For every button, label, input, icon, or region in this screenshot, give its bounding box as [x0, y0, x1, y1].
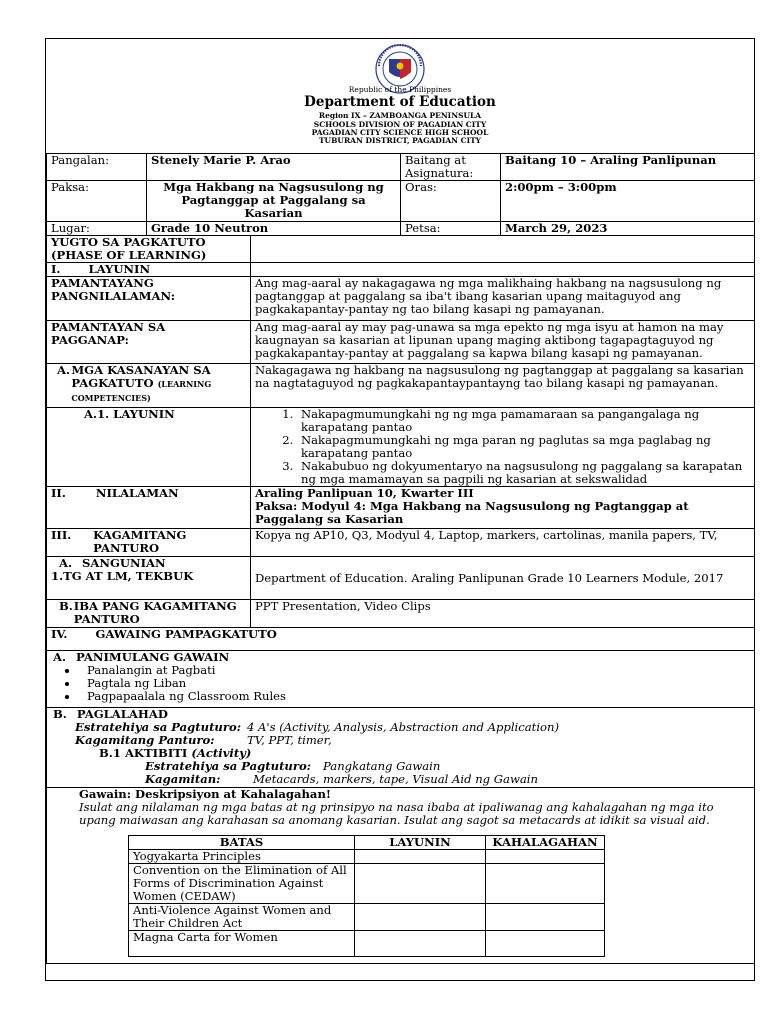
layunin-cell	[355, 864, 486, 904]
paksa-value: Mga Hakbang na Nagsusulong ng Pagtanggap at Paggalang sa Kasarian	[147, 181, 401, 222]
kasanayan-sublabel: (LEARNING COMPETENCIES)	[71, 379, 212, 403]
kagamitan-text: Kopya ng AP10, Q3, Modyul 4, Laptop, markers, cartolinas, manila papers, TV,	[251, 529, 755, 557]
paglalahad-letter: B.	[53, 707, 67, 721]
nilalaman-line2: Paksa: Modyul 4: Mga Hakbang na Nagsusulong ng Pagtanggap at Paggalang sa Kasarian	[255, 499, 689, 526]
department-title: Department of Education	[304, 94, 496, 110]
nilalaman-line1: Araling Panlipuan 10, Kwarter III	[255, 486, 474, 500]
kahalagahan-cell	[486, 931, 605, 957]
table-row	[129, 904, 605, 931]
paglalahad-kagamitan-value: TV, PPT, timer,	[247, 733, 332, 747]
baitang-value: Baitang 10 – Araling Panlipunan	[501, 154, 755, 181]
division-text: SCHOOLS DIVISION OF PAGADIAN CITY	[313, 120, 487, 129]
region-text: Region IX – ZAMBOANGA PENINSULA	[318, 111, 482, 120]
a1-item-2: 2. Nakapagmumungkahi ng mga paran ng paglutas sa mga paglabag ng karapatang pantao	[297, 434, 750, 460]
pamantayan-pagganap-text: Ang mag-aaral ay may pag-unawa sa mga epekto ng mga isyu at hamon na may kaugnayan sa kasarian at lipunan upang maging aktibong tagapagtaguyod ng pagkakapantay-pantay at paggalang sa kapwa bilang kasapi ng pamayanan.	[251, 321, 755, 364]
pamantayang-pangnilalaman-label: PAMANTAYANG PANGNILALAMAN:	[47, 277, 251, 321]
paksa-label: Paksa:	[47, 181, 147, 222]
batas-cell: Convention on the Elimination of All Forms of Discrimination Against Women (CEDAW)	[129, 864, 355, 904]
a1-layunin-list	[251, 408, 755, 487]
kahalagahan-cell	[486, 904, 605, 931]
paglalahad-estratehiya-value: 4 A's (Activity, Analysis, Abstraction and Application)	[247, 720, 560, 734]
oras-value: 2:00pm – 3:00pm	[501, 181, 755, 222]
a1-label: A.1. LAYUNIN	[47, 408, 251, 487]
document-header	[46, 39, 754, 154]
paglalahad-label: PAGLALAHAD	[76, 707, 168, 721]
layunin-num: I.	[51, 262, 61, 276]
batas-header: BATAS	[129, 836, 355, 850]
layunin-cell	[355, 904, 486, 931]
sangunian-label: SANGUNIAN	[82, 556, 166, 570]
district-text: TUBURAN DISTRICT, PAGADIAN CITY	[318, 136, 482, 145]
panimulang-item-1: • Panalangin at Pagbati	[79, 664, 750, 677]
batas-cell: Anti-Violence Against Women and Their Children Act	[129, 904, 355, 931]
yugto-label: YUGTO SA PAGKATUTO (PHASE OF LEARNING)	[47, 236, 251, 263]
gawain-desc-text: Isulat ang nilalaman ng mga batas at ng prinsipyo na nasa ibaba at ipaliwanag ang kahalagahan ng mga ito upang maiwasan ang karahasan sa anomang kasarian. Isulat ang sagot sa metacards at idikit sa visual aid.	[79, 800, 714, 827]
paglalahad-section	[47, 708, 755, 964]
petsa-value: March 29, 2023	[501, 222, 755, 236]
sangunian-heading	[47, 557, 251, 600]
kagamitan-num: III.	[51, 528, 72, 542]
layunin-header: LAYUNIN	[355, 836, 486, 850]
nilalaman-heading	[47, 487, 251, 529]
a1-item-1: 1. Nakapagmumungkahi ng ng mga pamamaraan sa pangangalaga ng karapatang pantao	[297, 408, 750, 434]
b1-kagamitan-value: Metacards, markers, tape, Visual Aid ng Gawain	[253, 772, 538, 786]
sangunian-text: Department of Education. Araling Panlipunan Grade 10 Learners Module, 2017	[251, 557, 755, 600]
b1-estratehiya-value: Pangkatang Gawain	[323, 759, 441, 773]
a1-item-3: 3. Nakabubuo ng dokyumentaryo na nagsusulong ng paggalang sa karapatan ng mga mamamayan sa pagpili ng kasarian at sekswalidad	[297, 460, 750, 486]
batas-cell: Magna Carta for Women	[129, 931, 355, 957]
kahalagahan-cell	[486, 864, 605, 904]
b1-label-it: (Activity)	[191, 746, 252, 760]
gawain-num: IV.	[51, 627, 68, 641]
kahalagahan-header: KAHALAGAHAN	[486, 836, 605, 850]
panimulang-item-3: • Pagpapaalala ng Classroom Rules	[79, 690, 750, 703]
kagamitan-label: KAGAMITANG PANTURO	[93, 528, 187, 555]
lugar-value: Grade 10 Neutron	[147, 222, 401, 236]
nilalaman-label: NILALAMAN	[95, 486, 179, 500]
kahalagahan-cell	[486, 850, 605, 864]
layunin-empty	[251, 263, 755, 277]
panimulang-letter: A.	[53, 650, 67, 664]
batas-table	[128, 835, 605, 957]
table-row	[129, 931, 605, 957]
iba-pang-label: IBA PANG KAGAMITANG PANTURO	[73, 599, 237, 626]
layunin-heading	[47, 263, 251, 277]
nilalaman-num: II.	[51, 486, 66, 500]
republic-text: Republic of the Philippines	[348, 85, 452, 94]
oras-label: Oras:	[401, 181, 501, 222]
paglalahad-estratehiya-label: Estratehiya sa Pagtuturo:	[75, 720, 241, 734]
panimulang-label: PANIMULANG GAWAIN	[76, 650, 230, 664]
layunin-cell	[355, 850, 486, 864]
kasanayan-text: Nakagagawa ng hakbang na nagsusulong ng pagtanggap at paggalang sa kasarian na nagtataguyod ng pagkakapantaypantayng tao bilang kasapi ng pamayanan.	[251, 364, 755, 408]
lesson-plan-table	[46, 153, 755, 964]
b1-estratehiya-label: Estratehiya sa Pagtuturo:	[145, 759, 311, 773]
lesson-plan-page	[45, 38, 755, 981]
baitang-label: Baitang at Asignatura:	[401, 154, 501, 181]
layunin-label: LAYUNIN	[88, 262, 151, 276]
iba-pang-heading	[47, 600, 251, 628]
table-row	[129, 864, 605, 904]
kasanayan-heading	[47, 364, 251, 408]
panimulang-item-2: • Pagtala ng Liban	[79, 677, 750, 690]
pangalan-value: Stenely Marie P. Arao	[147, 154, 401, 181]
paglalahad-kagamitan-label: Kagamitang Panturo:	[75, 733, 215, 747]
pangalan-label: Pangalan:	[47, 154, 147, 181]
gawain-label: GAWAING PAMPAGKATUTO	[95, 627, 277, 641]
batas-cell: Yogyakarta Principles	[129, 850, 355, 864]
yugto-value	[251, 236, 755, 263]
nilalaman-content	[251, 487, 755, 529]
gawain-heading	[47, 628, 755, 651]
kasanayan-label: MGA KASANAYAN SA PAGKATUTO	[71, 363, 211, 390]
pamantayan-pagganap-label: PAMANTAYAN SA PAGGANAP:	[47, 321, 251, 364]
lugar-label: Lugar:	[47, 222, 147, 236]
sangunian-letter: A.	[59, 556, 73, 570]
sangunian-sub: 1.TG AT LM, TEKBUK	[51, 569, 194, 583]
iba-pang-text: PPT Presentation, Video Clips	[251, 600, 755, 628]
petsa-label: Petsa:	[401, 222, 501, 236]
b1-label: B.1 AKTIBITI	[99, 746, 188, 760]
kasanayan-letter: A.	[57, 363, 71, 377]
panimulang-section	[47, 651, 755, 708]
school-text: PAGADIAN CITY SCIENCE HIGH SCHOOL	[311, 128, 489, 137]
gawain-desc-title: Gawain: Deskripsiyon at Kahalagahan!	[79, 787, 331, 801]
kagamitan-heading	[47, 529, 251, 557]
table-row	[129, 850, 605, 864]
pamantayang-pangnilalaman-text: Ang mag-aaral ay nakagagawa ng mga malikhaing hakbang na nagsusulong ng pagtanggap at paggalang sa iba't ibang kasarian upang maitaguyod ang pagkakapantay-pantay ng tao bilang kasapi ng pamayanan.	[251, 277, 755, 321]
b1-kagamitan-label: Kagamitan:	[145, 772, 221, 786]
layunin-cell	[355, 931, 486, 957]
iba-pang-letter: B.	[59, 599, 73, 613]
